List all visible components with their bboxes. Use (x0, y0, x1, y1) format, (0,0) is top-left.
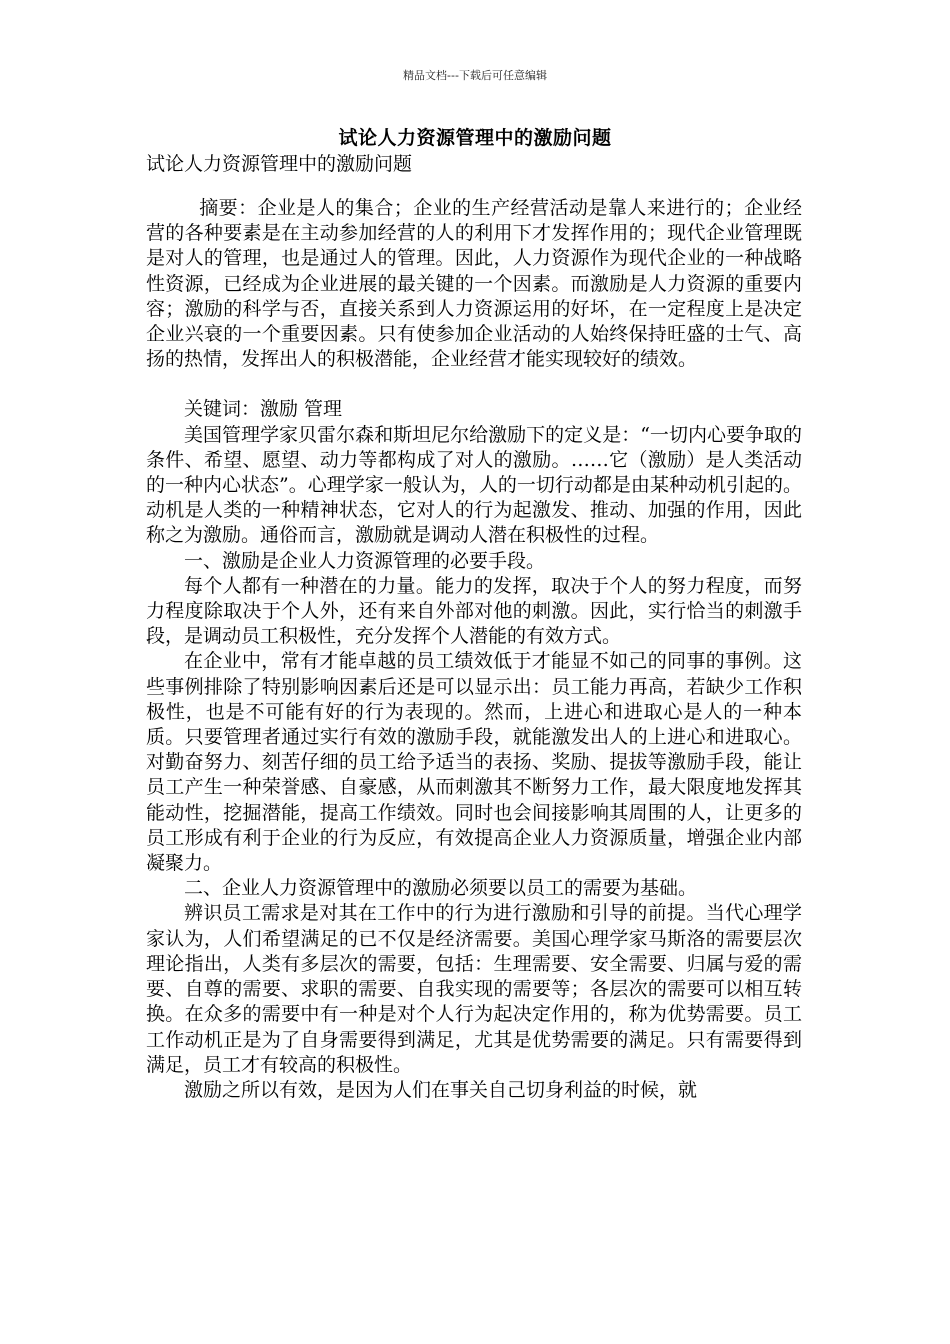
document-header-note: 精品文档---下载后可任意编辑 (403, 69, 547, 82)
document-title: 试论人力资源管理中的激励问题 (338, 127, 612, 149)
section-heading: 二、企业人力资源管理中的激励必须要以员工的需要为基础。 (184, 877, 698, 900)
body-paragraph: 每个人都有一种潜在的力量。能力的发挥，取决于个人的努力程度，而努力程度除取决于个人外，还有来自外部对他的刺激。因此，实行恰当的刺激手段，是调动员工积极性，充分发挥个人潜能的有效方式。 (146, 574, 802, 648)
body-paragraph: 激励之所以有效，是因为人们在事关自己切身利益的时候，就 (184, 1078, 698, 1101)
body-paragraph: 美国管理学家贝雷尔森和斯坦尼尔给激励下的定义是：“一切内心要争取的条件、希望、愿望、动力等都构成了对人的激励。……它（激励）是人类活动的一种内心状态”。心理学家一般认为，人的一切行动都是由某种动机引起的。动机是人类的一种精神状态，它对人的行为起激发、推动、加强的作用，因此称之为激励。通俗而言，激励就是调动人潜在积极性的过程。 (146, 423, 802, 547)
body-paragraph: 在企业中，常有才能卓越的员工绩效低于才能显不如己的同事的事例。这些事例排除了特别影响因素后还是可以显示出：员工能力再高，若缺少工作积极性，也是不可能有好的行为表现的。然而，上进心和进取心是人的一种本质。只要管理者通过实行有效的激励手段，就能激发出人的上进心和进取心。对勤奋努力、刻苦仔细的员工给予适当的表扬、奖励、提拔等激励手段，能让员工产生一种荣誉感、自豪感，从而刺激其不断努力工作，最大限度地发挥其能动性，挖掘潜能，提高工作绩效。同时也会间接影响其周围的人，让更多的员工形成有利于企业的行为反应，有效提高企业人力资源质量，增强企业内部凝聚力。 (146, 650, 802, 875)
section-heading: 一、激励是企业人力资源管理的必要手段。 (184, 549, 546, 572)
keywords-line: 关键词：激励 管理 (184, 398, 343, 421)
body-paragraph: 辨识员工需求是对其在工作中的行为进行激励和引导的前提。当代心理学家认为，人们希望满足的已不仅是经济需要。美国心理学家马斯洛的需要层次理论指出，人类有多层次的需要，包括：生理需要、安全需要、归属与爱的需要、自尊的需要、求职的需要、自我实现的需要等；各层次的需要可以相互转换。在众多的需要中有一种是对个人行为起决定作用的，称为优势需要。员工工作动机正是为了自身需要得到满足，尤其是优势需要的满足。只有需要得到满足，员工才有较高的积极性。 (146, 902, 802, 1076)
document-body (146, 196, 802, 1103)
abstract-paragraph: 摘要：企业是人的集合；企业的生产经营活动是靠人来进行的；企业经营的各种要素是在主动参加经营的人的利用下才发挥作用的；现代企业管理既是对人的管理，也是通过人的管理。因此，人力资源作为现代企业的一种战略性资源，已经成为企业进展的最关键的一个因素。而激励是人力资源的重要内容；激励的科学与否，直接关系到人力资源运用的好坏，在一定程度上是决定企业兴衰的一个重要因素。只有使参加企业活动的人始终保持旺盛的士气、高扬的热情，发挥出人的积极潜能，企业经营才能实现较好的绩效。 (146, 197, 802, 371)
document-subtitle: 试论人力资源管理中的激励问题 (146, 153, 413, 175)
